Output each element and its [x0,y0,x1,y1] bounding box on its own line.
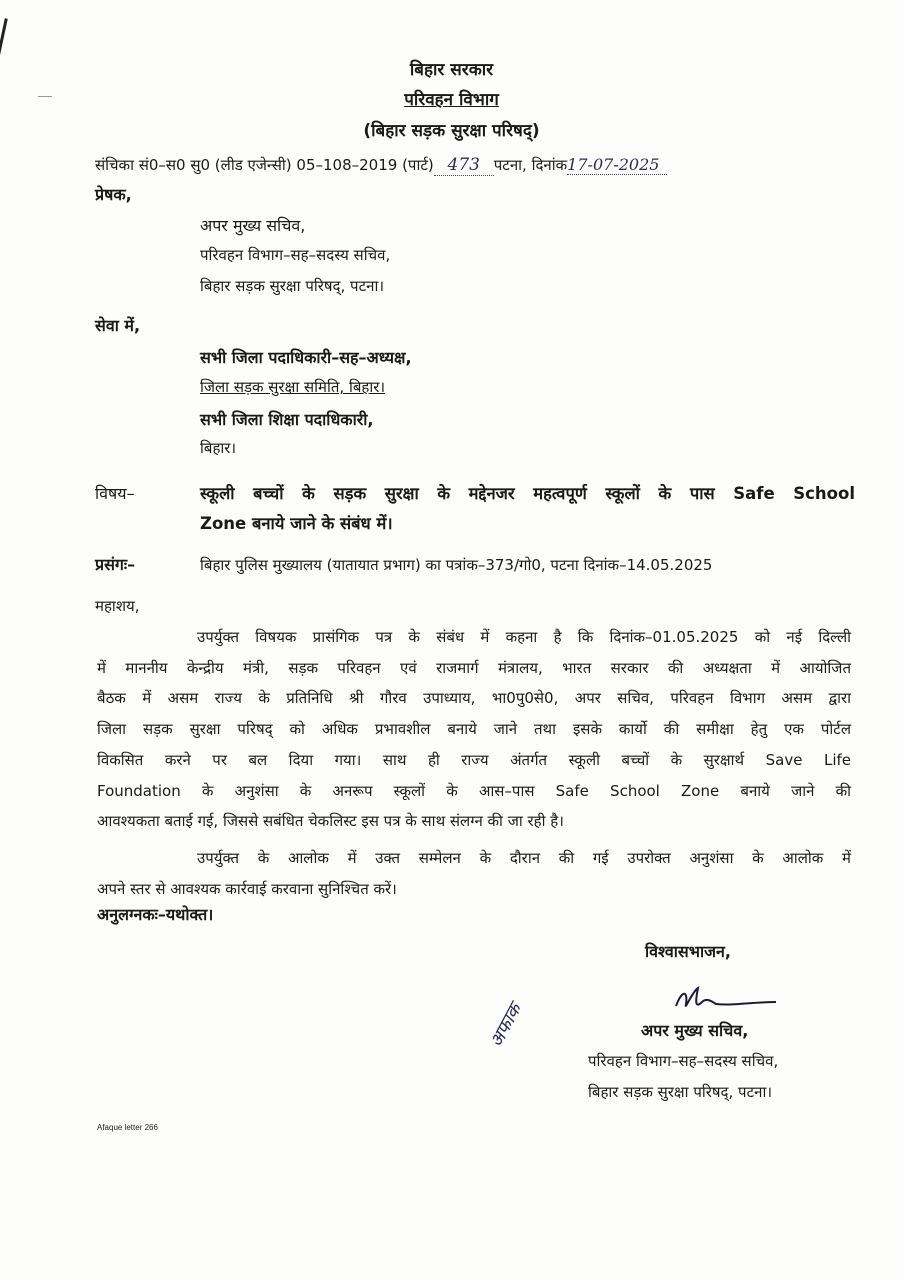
closing-regards: विश्वासभाजन, [645,942,731,961]
letter-number: 473 [447,155,480,175]
para1-line-2: में माननीय केन्द्रीय मंत्री, सड़क परिवहन एवं राजमार्ग मंत्रालय, भारत सरकार की अध्यक्षता में आयोजित [97,658,851,677]
para1-line-1: उपर्युक्त विषयक प्रासंगिक पत्र के संबंध में कहना है कि दिनांक–01.05.2025 को नई दिल्ली [197,628,851,646]
closing-designation: अपर मुख्य सचिव, [641,1021,749,1040]
file-reference [95,155,667,176]
subject-line-1: स्कूली बच्चों के सड़क सुरक्षा के मद्देनजर महत्वपूर्ण स्कूलों के पास Safe School [200,484,855,503]
file-ref-prefix: संचिका सं0–स0 सु0 (लीड एजेन्सी) 05–108–2019 (पार्ट) [95,156,434,174]
para2-line-1: उपर्युक्त के आलोक में उक्त सम्मेलन के दौरान की गई उपरोक्त अनुशंसा के आलोक में [197,849,851,867]
subject-label: विषय– [95,484,135,503]
handwritten-initials: अफाक [485,1000,526,1051]
recipient-line-1: सभी जिला पदाधिकारी–सह–अध्यक्ष, [200,348,412,367]
para1-line-4: जिला सड़क सुरक्षा परिषद् को अधिक प्रभावशील बनाये जाने तथा इसके कार्यो की समीक्षा हेतु एक पोर्टल [97,720,851,739]
department-heading: परिवहन विभाग [404,90,499,110]
sender-line-1: अपर मुख्य सचिव, [200,216,306,235]
recipient-line-2: जिला सड़क सुरक्षा समिति, बिहार। [200,378,386,396]
sender-line-3: बिहार सड़क सुरक्षा परिषद्, पटना। [200,277,385,295]
recipient-line-3: सभी जिला शिक्षा पदाधिकारी, [200,410,374,429]
subject-line-2: Zone बनाये जाने के संबंध में। [200,514,393,533]
file-ref-place: पटना, दिनांक [493,156,568,174]
letter-date: 17-07-2025 [567,155,660,174]
sender-line-2: परिवहन विभाग–सह–सदस्य सचिव, [200,246,391,264]
para1-line-5: विकसित करने पर बल दिया गया। साथ ही राज्य अंतर्गत स्कूली बच्चों के सुरक्षार्थ Save Life [97,750,851,769]
closing-line-3: बिहार सड़क सुरक्षा परिषद्, पटना। [588,1083,773,1101]
para1-line-7: आवश्यकता बताई गई, जिससे सबंधित चेकलिस्ट इस पत्र के साथ संलग्न की जा रही है। [97,812,564,831]
department-heading-wrap [0,87,903,110]
para2-line-2: अपने स्तर से आवश्यक कार्रवाई करवाना सुनिश्चित करें। [97,879,397,898]
enclosure: अनुलग्नकः–यथोक्त। [97,905,214,924]
reference-label: प्रसंगः– [95,555,136,574]
subject-line-1-wrap [200,481,855,504]
reference-text: बिहार पुलिस मुख्यालय (यातायात प्रभाग) का पत्रांक–373/गो0, पटना दिनांक–14.05.2025 [200,556,713,574]
signature-icon [672,984,782,1018]
para1-line-6: Foundation के अनुशंसा के अनरूप स्कूलों के आस–पास Safe School Zone बनाये जाने की [97,781,851,800]
recipient-label: सेवा में, [95,316,141,335]
para1-line-3: बैठक में असम राज्य के प्रतिनिधि श्री गौरव उपाध्याय, भा0पु0से0, अपर सचिव, परिवहन विभाग असम द्वारा [97,689,851,708]
government-heading: बिहार सरकार [409,60,494,80]
council-heading: (बिहार सड़क सुरक्षा परिषद्) [363,121,540,141]
salutation: महाशय, [95,597,140,615]
footer-note: Afaque letter 266 [97,1123,158,1132]
body-paragraph-1 [97,622,851,837]
closing-line-2: परिवहन विभाग–सह–सदस्य सचिव, [588,1052,779,1070]
sender-label: प्रेषक, [95,185,132,204]
recipient-line-4: बिहार। [200,439,237,457]
body-paragraph-2 [97,843,851,904]
